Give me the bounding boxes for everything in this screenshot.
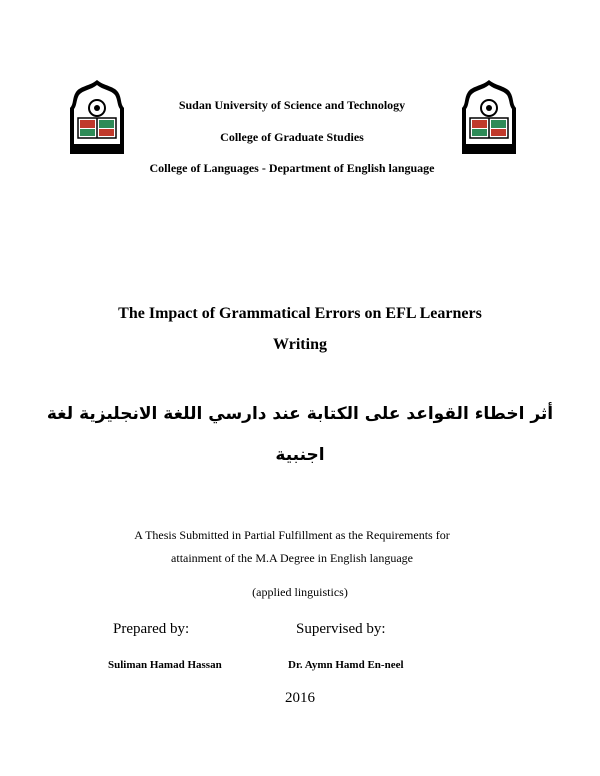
supervised-by-label: Supervised by: <box>296 621 386 637</box>
university-name: Sudan University of Science and Technology <box>178 98 406 112</box>
thesis-title-line1: The Impact of Grammatical Errors on EFL Learners <box>118 305 482 322</box>
year: 2016 <box>285 690 315 706</box>
college-languages: College of Languages - Department of English language <box>149 161 435 175</box>
student-name: Suliman Hamad Hassan <box>108 659 222 671</box>
specialization: (applied linguistics) <box>252 585 348 599</box>
supervisor-name: Dr. Aymn Hamd En-neel <box>288 659 404 671</box>
arabic-title-line1: أثر اخطاء القواعد على الكتابة عند دارسي اللغة الانجليزية لغة <box>46 404 554 424</box>
college-graduate-studies: College of Graduate Studies <box>220 130 364 144</box>
thesis-statement-line1: A Thesis Submitted in Partial Fulfillment as the Requirements for <box>134 528 450 542</box>
thesis-statement-line2: attainment of the M.A Degree in English language <box>171 551 413 565</box>
arabic-title-line2: اجنبية <box>275 445 325 465</box>
prepared-by-label: Prepared by: <box>113 621 190 637</box>
thesis-title-line2: Writing <box>273 336 327 353</box>
